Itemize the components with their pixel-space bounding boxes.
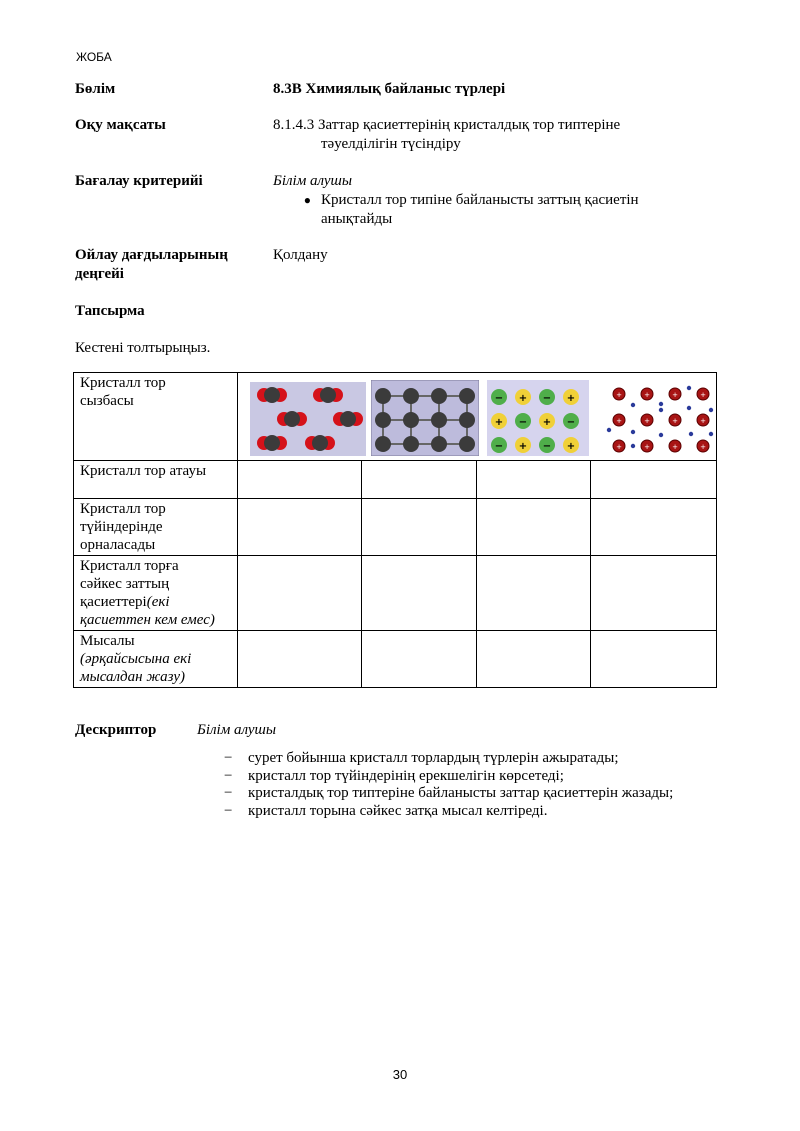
- descriptor-label: Дескриптор: [75, 722, 157, 738]
- svg-text:−: −: [494, 440, 504, 452]
- svg-text:+: +: [644, 416, 650, 425]
- table-cell-empty[interactable]: [238, 556, 362, 631]
- svg-text:+: +: [644, 390, 650, 399]
- row-props-line-3b: (екі: [146, 594, 170, 610]
- crystal-lattice-table: [73, 372, 717, 688]
- criteria-label: Бағалау критерийі: [75, 173, 203, 189]
- task-heading: Тапсырма: [75, 303, 145, 319]
- row-scheme-line-2: сызбасы: [80, 393, 134, 409]
- row-nodes-line-2: түйіндерінде: [80, 519, 163, 535]
- descriptor-item-text: кристалдық тор типтеріне байланысты заттар қасиеттерін жазады;: [248, 785, 674, 801]
- criteria-value: [273, 172, 639, 229]
- criteria-intro: Білім алушы: [273, 173, 353, 189]
- dash-icon: −: [224, 767, 233, 784]
- table-cell-empty[interactable]: [238, 461, 362, 499]
- table-cell-empty[interactable]: [477, 499, 591, 556]
- atomic-lattice-image: [371, 380, 479, 456]
- skills-value: Қолдану: [273, 247, 328, 263]
- table-row: [74, 373, 717, 461]
- goal-value: [273, 116, 620, 154]
- section-label: Бөлім: [75, 81, 116, 97]
- descriptor-item-text: кристалл тор түйіндерінің ерекшелігін көрсетеді;: [248, 767, 564, 784]
- svg-text:+: +: [644, 442, 650, 451]
- co2-molecule: [305, 435, 335, 451]
- row-examples-line-1: Мысалы: [80, 633, 135, 649]
- svg-text:+: +: [566, 392, 576, 404]
- table-row: [74, 499, 717, 556]
- criteria-bullet: [273, 191, 639, 229]
- row-header-scheme: [74, 373, 238, 461]
- table-cell-empty[interactable]: [362, 499, 477, 556]
- svg-text:+: +: [616, 442, 622, 451]
- dash-icon: −: [224, 750, 233, 766]
- co2-molecule: [257, 435, 287, 451]
- list-item: [224, 785, 673, 803]
- skills-label-line-1: Ойлау дағдыларының: [75, 247, 228, 263]
- row-props-line-2: сәйкес заттың: [80, 576, 170, 592]
- svg-text:+: +: [542, 416, 552, 428]
- svg-text:+: +: [616, 416, 622, 425]
- svg-text:−: −: [566, 416, 576, 428]
- row-props-line-4: қасиеттен кем емес): [80, 612, 215, 628]
- svg-text:+: +: [616, 390, 622, 399]
- skills-label: [75, 246, 228, 284]
- task-instruction: Кестені толтырыңыз.: [75, 340, 211, 356]
- table-cell-empty[interactable]: [477, 461, 591, 499]
- table-row: [74, 556, 717, 631]
- row-props-line-3: [80, 593, 231, 611]
- row-examples-line-3: мысалдан жазу): [80, 669, 185, 685]
- svg-text:+: +: [672, 442, 678, 451]
- table-cell-empty[interactable]: [591, 631, 717, 688]
- list-item: [224, 768, 673, 786]
- list-item: [224, 750, 673, 768]
- table-cell-empty[interactable]: [238, 631, 362, 688]
- dash-icon: −: [224, 785, 233, 801]
- molecular-lattice-image: [250, 382, 366, 456]
- list-item: [224, 803, 673, 821]
- draft-label: ЖОБА: [76, 50, 112, 64]
- row-header-nodes: [74, 499, 238, 556]
- row-props-line-3a: қасиеттері: [80, 594, 147, 610]
- descriptor-list: [224, 750, 673, 820]
- descriptor-intro: Білім алушы: [197, 722, 277, 738]
- row-props-line-1: Кристалл торға: [80, 558, 179, 574]
- svg-text:+: +: [700, 416, 706, 425]
- criteria-bullet-line-2: анықтайды: [321, 211, 393, 227]
- criteria-bullet-line-1: Кристалл тор типіне байланысты заттың қасиетін: [321, 192, 639, 208]
- lattice-images-cell: [238, 373, 717, 461]
- lattice-images: [245, 378, 715, 456]
- ionic-lattice-image: [487, 380, 589, 456]
- descriptor-item-text: кристалл торына сәйкес затқа мысал келтіреді.: [248, 802, 548, 819]
- svg-text:+: +: [518, 392, 528, 404]
- table-cell-empty[interactable]: [591, 556, 717, 631]
- co2-molecule: [277, 411, 307, 427]
- svg-text:−: −: [542, 440, 552, 452]
- svg-text:+: +: [566, 440, 576, 452]
- bullet-icon: ●: [303, 193, 311, 207]
- table-cell-empty[interactable]: [477, 631, 591, 688]
- metallic-lattice-image: [599, 380, 715, 456]
- co2-molecule: [333, 411, 363, 427]
- goal-line-1: 8.1.4.3 Заттар қасиеттерінің кристалдық тор типтеріне: [273, 117, 621, 133]
- table-cell-empty[interactable]: [362, 631, 477, 688]
- row-examples-line-2: (әрқайсысына екі: [80, 651, 192, 667]
- row-nodes-line-1: Кристалл тор: [80, 501, 166, 517]
- section-value: 8.3В Химиялық байланыс түрлері: [273, 81, 506, 97]
- svg-text:+: +: [700, 390, 706, 399]
- goal-line-2: тәуелділігін түсіндіру: [321, 136, 461, 152]
- goal-label: Оқу мақсаты: [75, 117, 166, 133]
- svg-text:−: −: [494, 392, 504, 404]
- table-cell-empty[interactable]: [238, 499, 362, 556]
- skills-label-line-2: деңгейі: [75, 266, 124, 282]
- row-header-properties: [74, 556, 238, 631]
- svg-text:−: −: [518, 416, 528, 428]
- descriptor-item-text: сурет бойынша кристалл торлардың түрлерін ажыратады;: [248, 750, 619, 766]
- table-cell-empty[interactable]: [362, 556, 477, 631]
- svg-text:−: −: [542, 392, 552, 404]
- table-cell-empty[interactable]: [591, 461, 717, 499]
- table-row: [74, 631, 717, 688]
- svg-text:+: +: [672, 416, 678, 425]
- table-cell-empty[interactable]: [591, 499, 717, 556]
- table-cell-empty[interactable]: [477, 556, 591, 631]
- row-header-name: Кристалл тор атауы: [74, 461, 238, 499]
- svg-text:+: +: [672, 390, 678, 399]
- svg-text:+: +: [700, 442, 706, 451]
- svg-text:+: +: [494, 416, 504, 428]
- co2-molecule: [257, 387, 287, 403]
- row-scheme-line-1: Кристалл тор: [80, 375, 166, 391]
- page-number: 30: [392, 1067, 408, 1082]
- co2-molecule: [313, 387, 343, 403]
- table-row: [74, 461, 717, 499]
- row-nodes-line-3: орналасады: [80, 537, 156, 553]
- dash-icon: −: [224, 802, 233, 819]
- row-header-examples: [74, 631, 238, 688]
- svg-text:+: +: [518, 440, 528, 452]
- table-cell-empty[interactable]: [362, 461, 477, 499]
